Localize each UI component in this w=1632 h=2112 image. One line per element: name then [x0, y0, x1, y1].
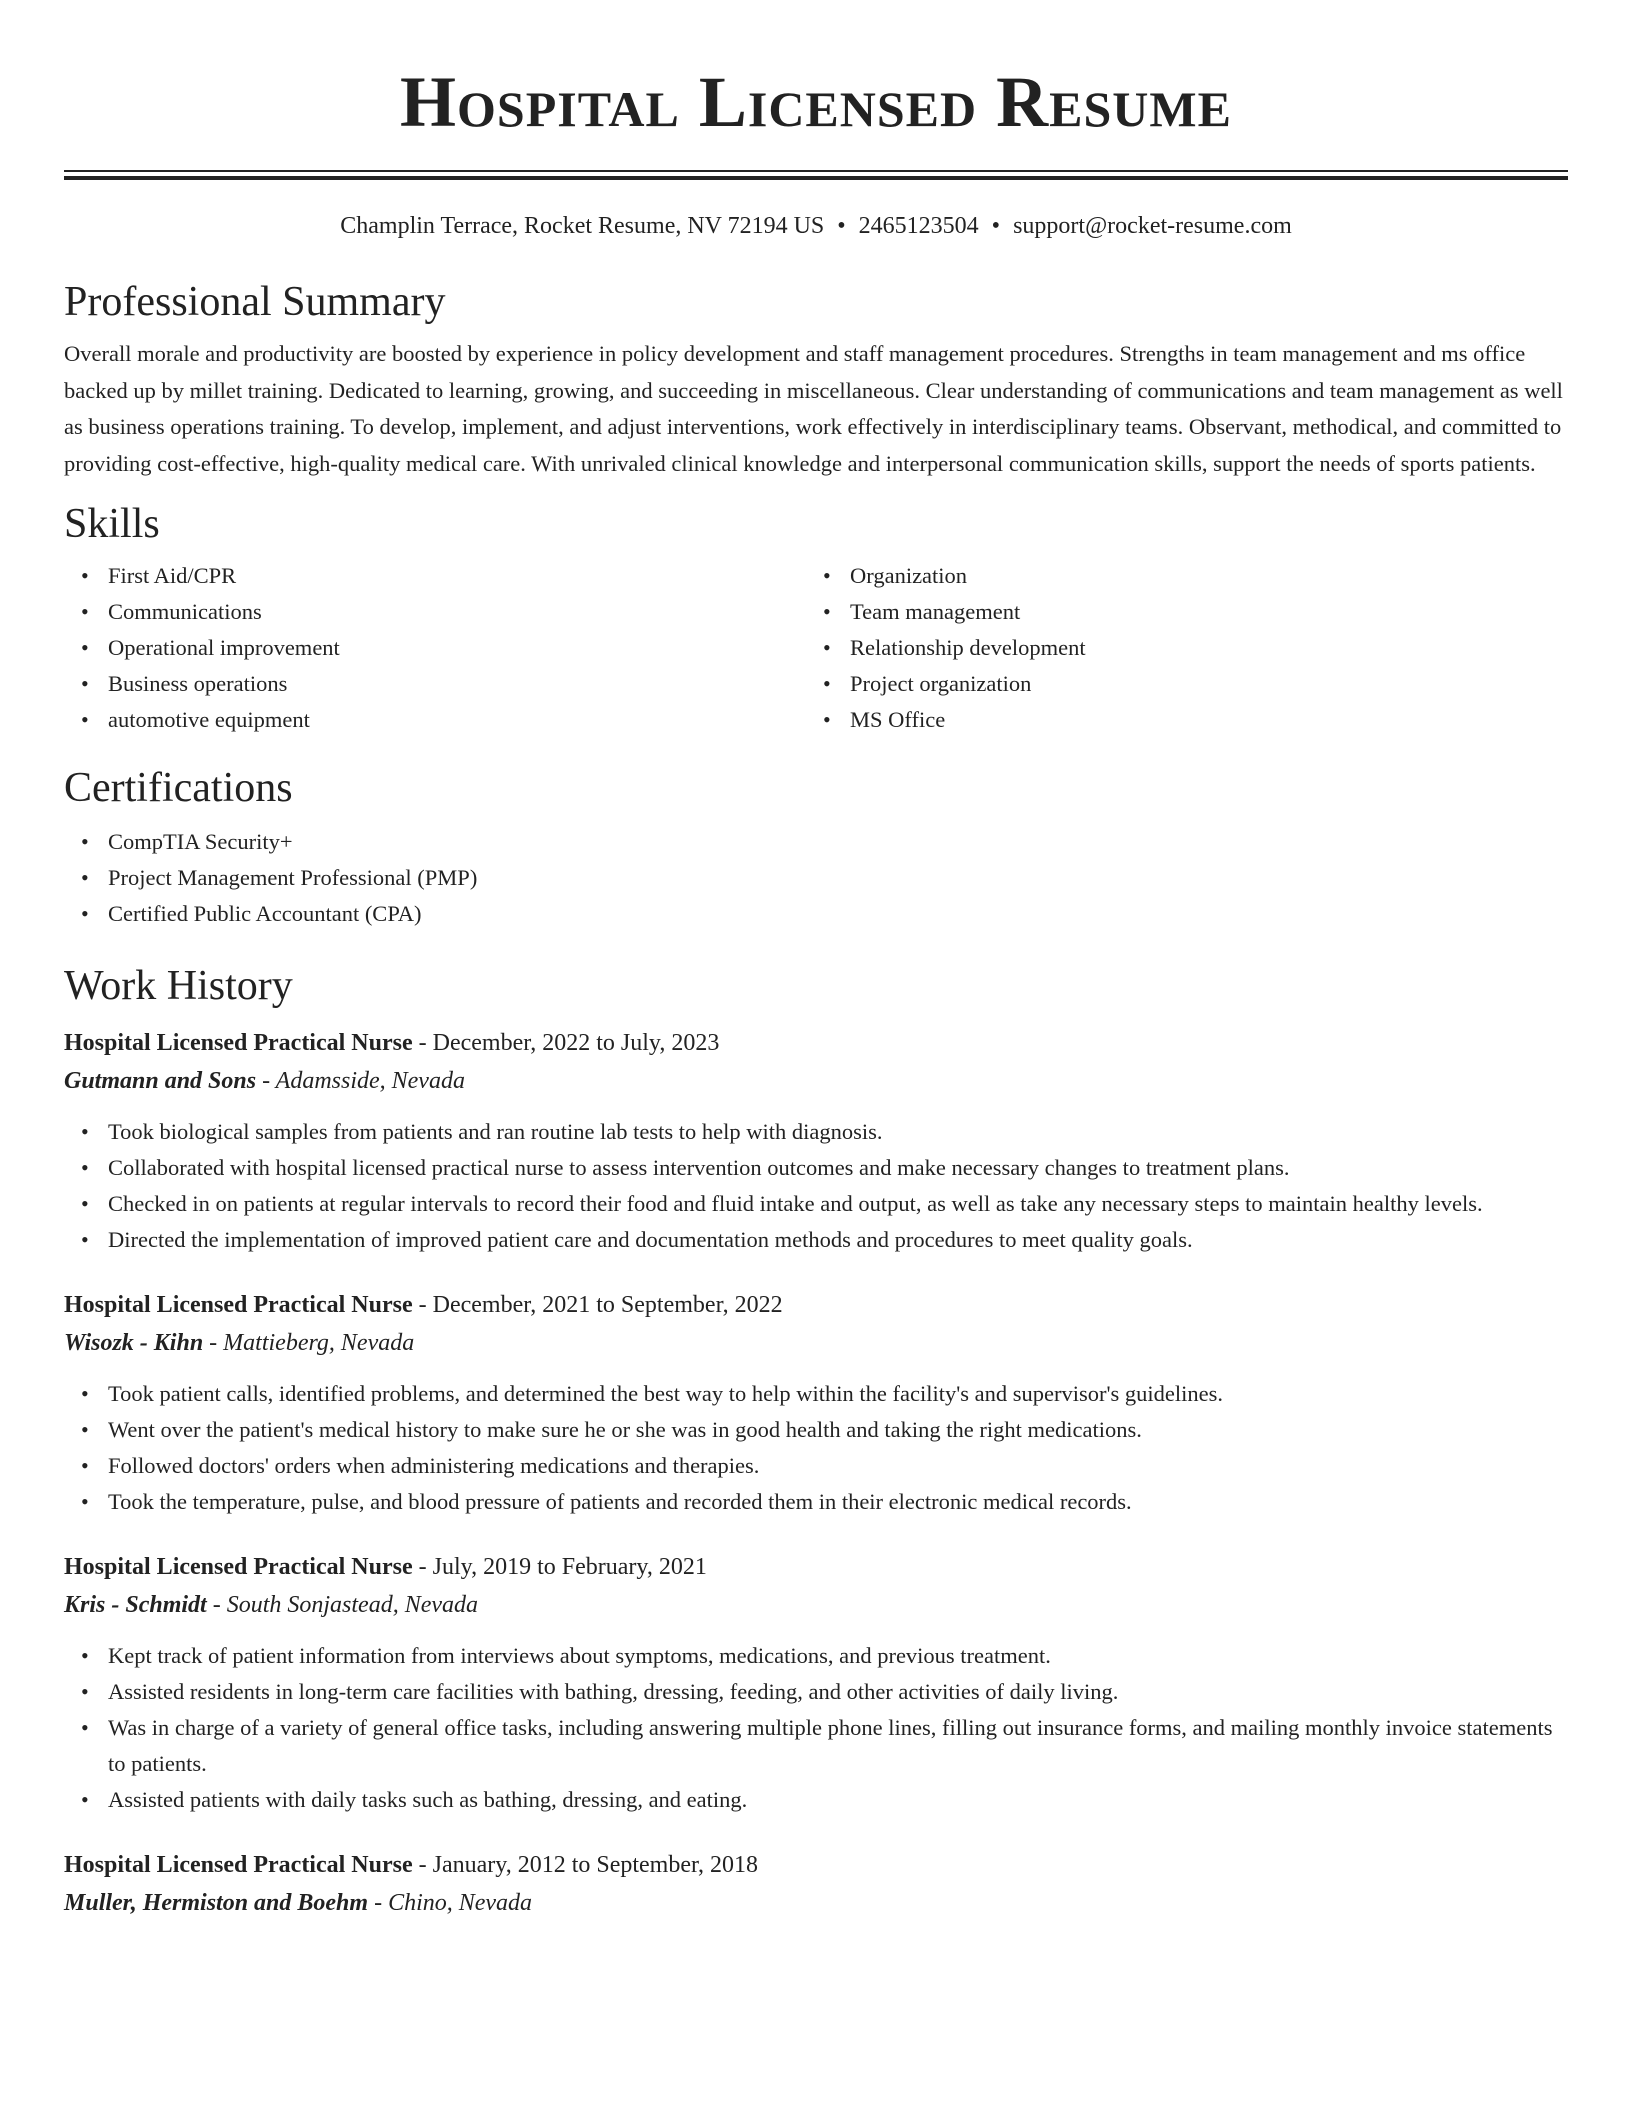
certifications-heading: Certifications [64, 765, 293, 811]
job-dates: - December, 2021 to September, 2022 [412, 1292, 783, 1318]
job-duty-item: • Took biological samples from patients and ran routine lab tests to help with diagnosis. [108, 1114, 1568, 1150]
job-employer-line [64, 1062, 1568, 1100]
work-history-list [64, 1024, 1568, 1922]
job-duty-item: • Checked in on patients at regular intervals to record their food and fluid intake and output, as well as take any necessary steps to maintain healthy levels. [108, 1186, 1568, 1222]
skills-column-right [806, 558, 1548, 738]
job-duty-item: • Was in charge of a variety of general office tasks, including answering multiple phone lines, filling out insurance forms, and mailing monthly invoice statements to patients. [108, 1710, 1568, 1782]
job-role: Hospital Licensed Practical Nurse [64, 1554, 413, 1580]
skill-item: • Operational improvement [108, 630, 806, 666]
job-location: - Mattieberg, Nevada [203, 1330, 415, 1356]
job-title-line [64, 1286, 1568, 1324]
certification-item: • Certified Public Accountant (CPA) [108, 896, 1568, 932]
job-dates: - December, 2022 to July, 2023 [412, 1030, 720, 1056]
job-entry [64, 1846, 1568, 1922]
job-duty-item: • Took patient calls, identified problems, and determined the best way to help within the facility's and supervisor's guidelines. [108, 1376, 1568, 1412]
job-duty-item: • Assisted patients with daily tasks such as bathing, dressing, and eating. [108, 1782, 1568, 1818]
contact-address: Champlin Terrace, Rocket Resume, NV 72194 US [340, 213, 825, 239]
job-duty-item: • Directed the implementation of improved patient care and documentation methods and procedures to meet quality goals. [108, 1222, 1568, 1258]
skill-item: • Communications [108, 594, 806, 630]
skill-item: • MS Office [850, 702, 1548, 738]
certification-item: • Project Management Professional (PMP) [108, 860, 1568, 896]
job-employer-line [64, 1884, 1568, 1922]
skills-heading: Skills [64, 501, 160, 547]
job-title-line [64, 1024, 1568, 1062]
job-duties [64, 1376, 1568, 1520]
job-title-line [64, 1548, 1568, 1586]
job-company: Wisozk - Kihn [64, 1330, 204, 1356]
job-duty-item: • Followed doctors' orders when administering medications and therapies. [108, 1448, 1568, 1484]
job-employer-line [64, 1586, 1568, 1624]
skill-item: • Project organization [850, 666, 1548, 702]
contact-email: support@rocket-resume.com [1013, 213, 1292, 239]
job-dates: - July, 2019 to February, 2021 [412, 1554, 707, 1580]
job-duty-item: • Kept track of patient information from interviews about symptoms, medications, and previous treatment. [108, 1638, 1568, 1674]
job-dates: - January, 2012 to September, 2018 [412, 1852, 759, 1878]
summary-heading: Professional Summary [64, 279, 446, 325]
contact-line [64, 210, 1568, 242]
contact-phone: 2465123504 [858, 213, 979, 239]
job-duty-item: • Assisted residents in long-term care facilities with bathing, dressing, feeding, and other activities of daily living. [108, 1674, 1568, 1710]
contact-separator: • [837, 213, 846, 239]
job-duties [64, 1638, 1568, 1818]
job-company: Muller, Hermiston and Boehm [64, 1890, 369, 1916]
job-entry [64, 1286, 1568, 1520]
resume-title: Hospital Licensed Resume [400, 62, 1232, 142]
job-title-line [64, 1846, 1568, 1884]
job-duty-item: • Took the temperature, pulse, and blood pressure of patients and recorded them in their electronic medical records. [108, 1484, 1568, 1520]
skill-item: • Relationship development [850, 630, 1548, 666]
job-duty-item: • Went over the patient's medical history to make sure he or she was in good health and taking the right medications. [108, 1412, 1568, 1448]
skills-column-left [64, 558, 806, 738]
certification-item: • CompTIA Security+ [108, 824, 1568, 860]
job-location: - South Sonjastead, Nevada [206, 1592, 479, 1618]
job-employer-line [64, 1324, 1568, 1362]
job-entry [64, 1024, 1568, 1258]
job-location: - Chino, Nevada [368, 1890, 533, 1916]
job-entry [64, 1548, 1568, 1818]
job-duty-item: • Collaborated with hospital licensed practical nurse to assess intervention outcomes and make necessary changes to treatment plans. [108, 1150, 1568, 1186]
job-company: Kris - Schmidt [64, 1592, 207, 1618]
certifications-list [64, 824, 1568, 932]
skill-item: • First Aid/CPR [108, 558, 806, 594]
skills-list [64, 558, 1568, 738]
job-company: Gutmann and Sons [64, 1068, 257, 1094]
skill-item: • automotive equipment [108, 702, 806, 738]
job-location: - Adamsside, Nevada [256, 1068, 465, 1094]
contact-separator: • [991, 213, 1001, 239]
title-divider [64, 170, 1568, 180]
skill-item: • Team management [850, 594, 1548, 630]
job-role: Hospital Licensed Practical Nurse [64, 1852, 413, 1878]
job-role: Hospital Licensed Practical Nurse [64, 1030, 413, 1056]
skill-item: • Business operations [108, 666, 806, 702]
summary-text: Overall morale and productivity are boosted by experience in policy development and staff management procedures. Strengths in team management and ms office backed up by millet training. Dedicated to learning, growing, and succeeding in miscellaneous. Clear understanding of communications and team management as well as business operations training. To develop, implement, and adjust interventions, work effectively in interdisciplinary teams. Observant, methodical, and committed to providing cost-effective, high-quality medical care. With unrivaled clinical knowledge and interpersonal communication skills, support the needs of sports patients. [64, 341, 1563, 476]
job-role: Hospital Licensed Practical Nurse [64, 1292, 413, 1318]
work-history-heading: Work History [64, 963, 293, 1009]
skill-item: • Organization [850, 558, 1548, 594]
job-duties [64, 1114, 1568, 1258]
